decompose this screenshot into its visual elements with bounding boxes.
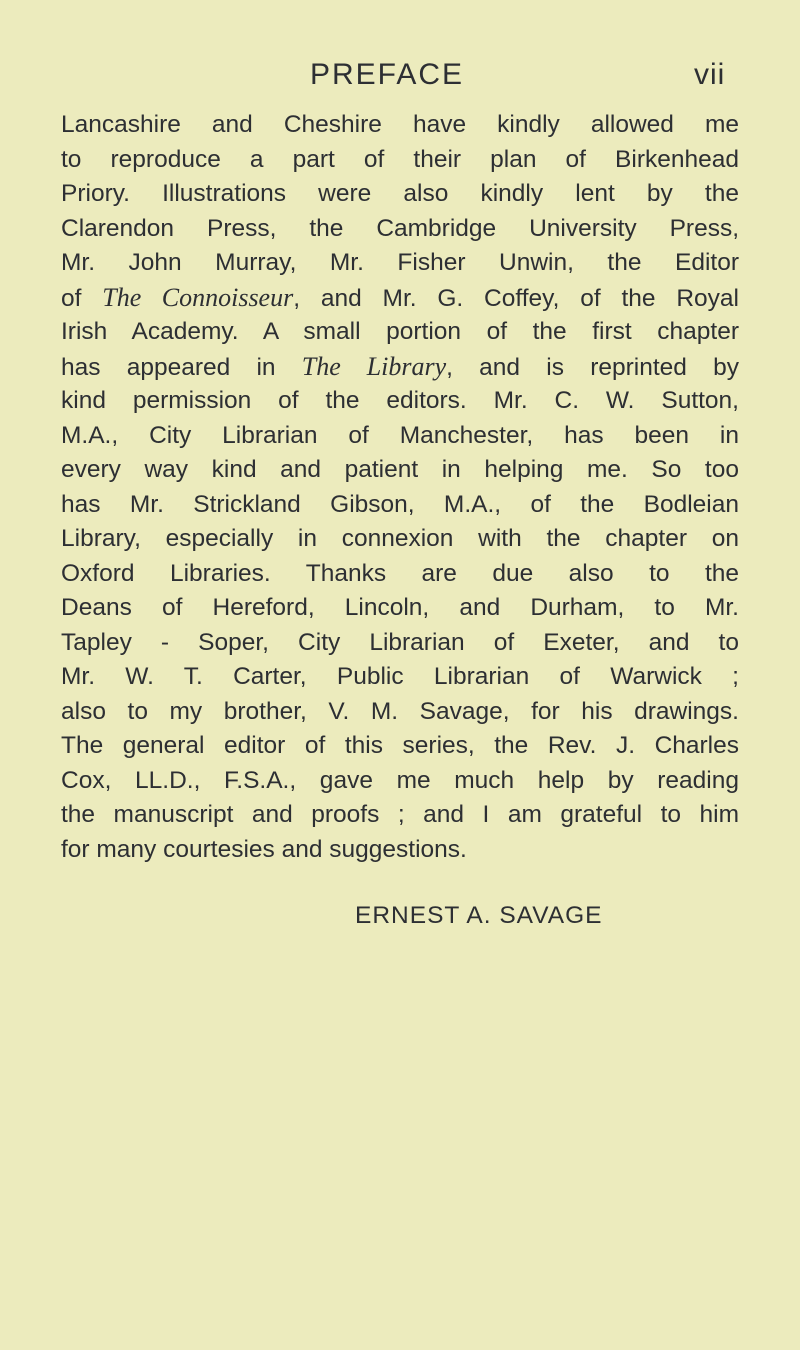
page-header xyxy=(0,58,800,98)
text-line-with-italic xyxy=(61,350,739,385)
text-line: Lancashire and Cheshire have kindly allowed me xyxy=(61,111,739,138)
text-line: Mr. John Murray, Mr. Fisher Unwin, the Editor xyxy=(61,249,739,276)
text-line: the manuscript and proofs ; and I am grateful to him xyxy=(61,801,739,828)
text-line: Priory. Illustrations were also kindly lent by the xyxy=(61,180,739,207)
text-fragment: has appeared in xyxy=(61,353,302,381)
text-line: M.A., City Librarian of Manchester, has been in xyxy=(61,421,739,449)
running-title: PREFACE xyxy=(310,58,465,91)
text-line: has Mr. Strickland Gibson, M.A., of the Bodleian xyxy=(61,490,739,518)
text-line: Clarendon Press, the Cambridge University Press, xyxy=(61,214,739,242)
preface-body xyxy=(61,108,739,867)
text-line: Deans of Hereford, Lincoln, and Durham, to Mr. xyxy=(61,594,739,621)
italic-title-connoisseur: The Connoisseur xyxy=(102,282,294,312)
text-line: kind permission of the editors. Mr. C. W. Sutton, xyxy=(61,387,739,414)
text-fragment: of xyxy=(61,284,103,312)
text-line: also to my brother, V. M. Savage, for his drawings. xyxy=(61,697,739,725)
text-line: Tapley - Soper, City Librarian of Exeter, and to xyxy=(61,628,739,656)
text-fragment: , and is reprinted by xyxy=(446,353,739,381)
text-line: The general editor of this series, the Rev. J. Charles xyxy=(61,732,739,759)
text-line: Irish Academy. A small portion of the first chapter xyxy=(61,318,739,345)
text-line: Cox, LL.D., F.S.A., gave me much help by reading xyxy=(61,766,739,794)
page-number: vii xyxy=(694,58,726,91)
text-line: Library, especially in connexion with the chapter on xyxy=(61,525,739,552)
text-line: Mr. W. T. Carter, Public Librarian of Warwick ; xyxy=(61,663,739,690)
italic-title-library: The Library xyxy=(301,351,447,381)
text-line: Oxford Libraries. Thanks are due also to the xyxy=(61,559,739,587)
author-signature: ERNEST A. SAVAGE xyxy=(355,902,603,929)
text-line-last: for many courtesies and suggestions. xyxy=(61,835,467,863)
text-line-with-italic xyxy=(61,281,739,316)
text-line: every way kind and patient in helping me. So too xyxy=(61,456,739,483)
text-fragment: , and Mr. G. Coffey, of the Royal xyxy=(293,284,739,312)
text-line: to reproduce a part of their plan of Birkenhead xyxy=(61,145,739,173)
